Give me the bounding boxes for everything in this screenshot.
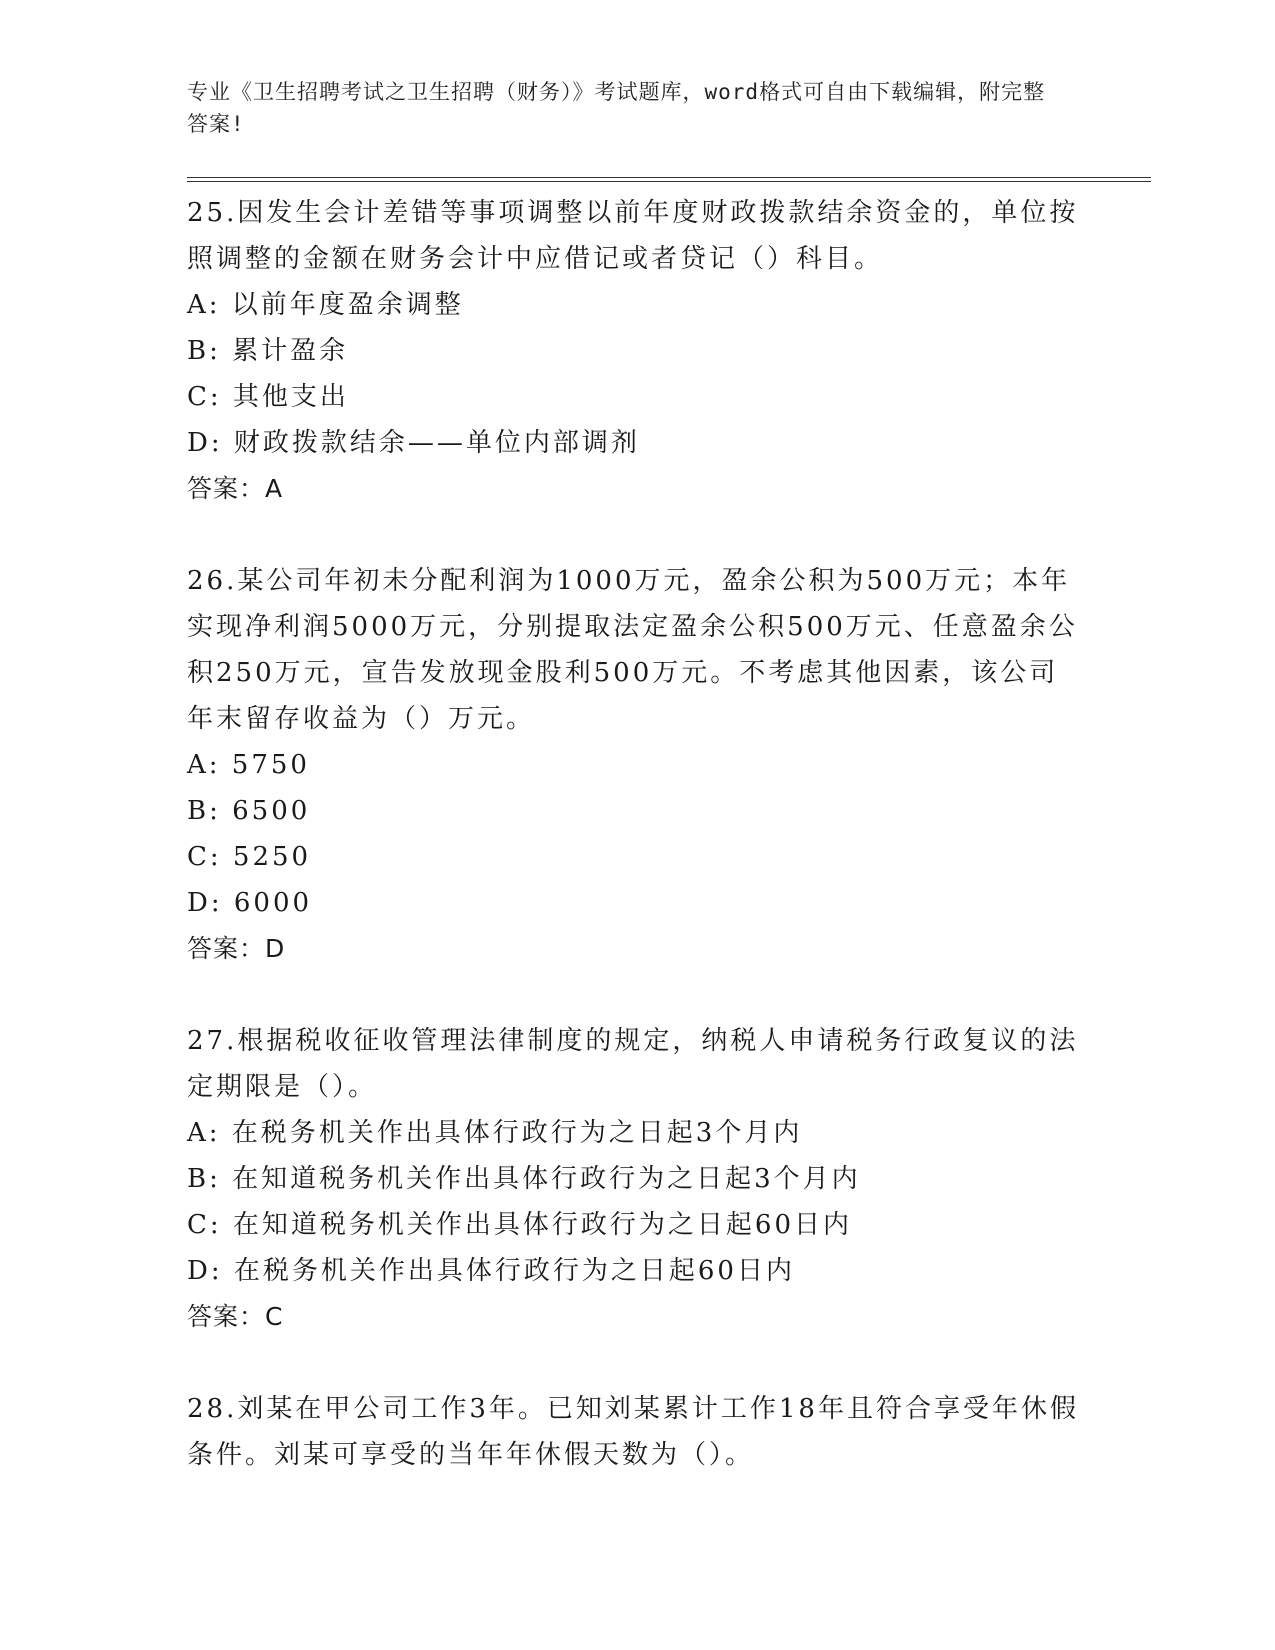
question-25 bbox=[187, 190, 1087, 512]
question-28 bbox=[187, 1386, 1087, 1478]
header-divider bbox=[187, 177, 1151, 182]
answer-text: 答案：D bbox=[187, 934, 286, 963]
option-a: A: 以前年度盈余调整 bbox=[187, 290, 464, 320]
question-26 bbox=[187, 558, 1087, 972]
option-d: D: 财政拨款结余——单位内部调剂 bbox=[187, 428, 640, 458]
option-b: B: 6500 bbox=[187, 796, 311, 826]
option-c: C: 其他支出 bbox=[187, 382, 349, 412]
page-header: 专业《卫生招聘考试之卫生招聘（财务）》考试题库，word格式可自由下载编辑，附完整答案! bbox=[187, 80, 1046, 136]
option-c: C: 在知道税务机关作出具体行政行为之日起60日内 bbox=[187, 1210, 853, 1240]
question-list bbox=[187, 190, 1087, 1524]
question-stem: 27.根据税收征收管理法律制度的规定，纳税人申请税务行政复议的法定期限是（）。 bbox=[187, 1026, 1079, 1102]
answer-text: 答案：A bbox=[187, 474, 284, 503]
option-c: C: 5250 bbox=[187, 842, 312, 872]
option-b: B: 累计盈余 bbox=[187, 336, 349, 366]
option-b: B: 在知道税务机关作出具体行政行为之日起3个月内 bbox=[187, 1164, 861, 1194]
option-d: D: 在税务机关作出具体行政行为之日起60日内 bbox=[187, 1256, 795, 1286]
option-d: D: 6000 bbox=[187, 888, 313, 918]
answer-text: 答案：C bbox=[187, 1302, 284, 1331]
question-stem: 28.刘某在甲公司工作3年。已知刘某累计工作18年且符合享受年休假条件。刘某可享受的当年年休假天数为（）。 bbox=[187, 1394, 1079, 1470]
question-stem: 26.某公司年初未分配利润为1000万元，盈余公积为500万元；本年实现净利润5000万元，分别提取法定盈余公积500万元、任意盈余公积250万元，宣告发放现金股利500万元。不考虑其他因素，该公司年末留存收益为（）万元。 bbox=[187, 566, 1078, 734]
option-a: A: 在税务机关作出具体行政行为之日起3个月内 bbox=[187, 1118, 803, 1148]
question-stem: 25.因发生会计差错等事项调整以前年度财政拨款结余资金的，单位按照调整的金额在财务会计中应借记或者贷记（）科目。 bbox=[187, 198, 1079, 274]
question-27 bbox=[187, 1018, 1087, 1340]
option-a: A: 5750 bbox=[187, 750, 310, 780]
